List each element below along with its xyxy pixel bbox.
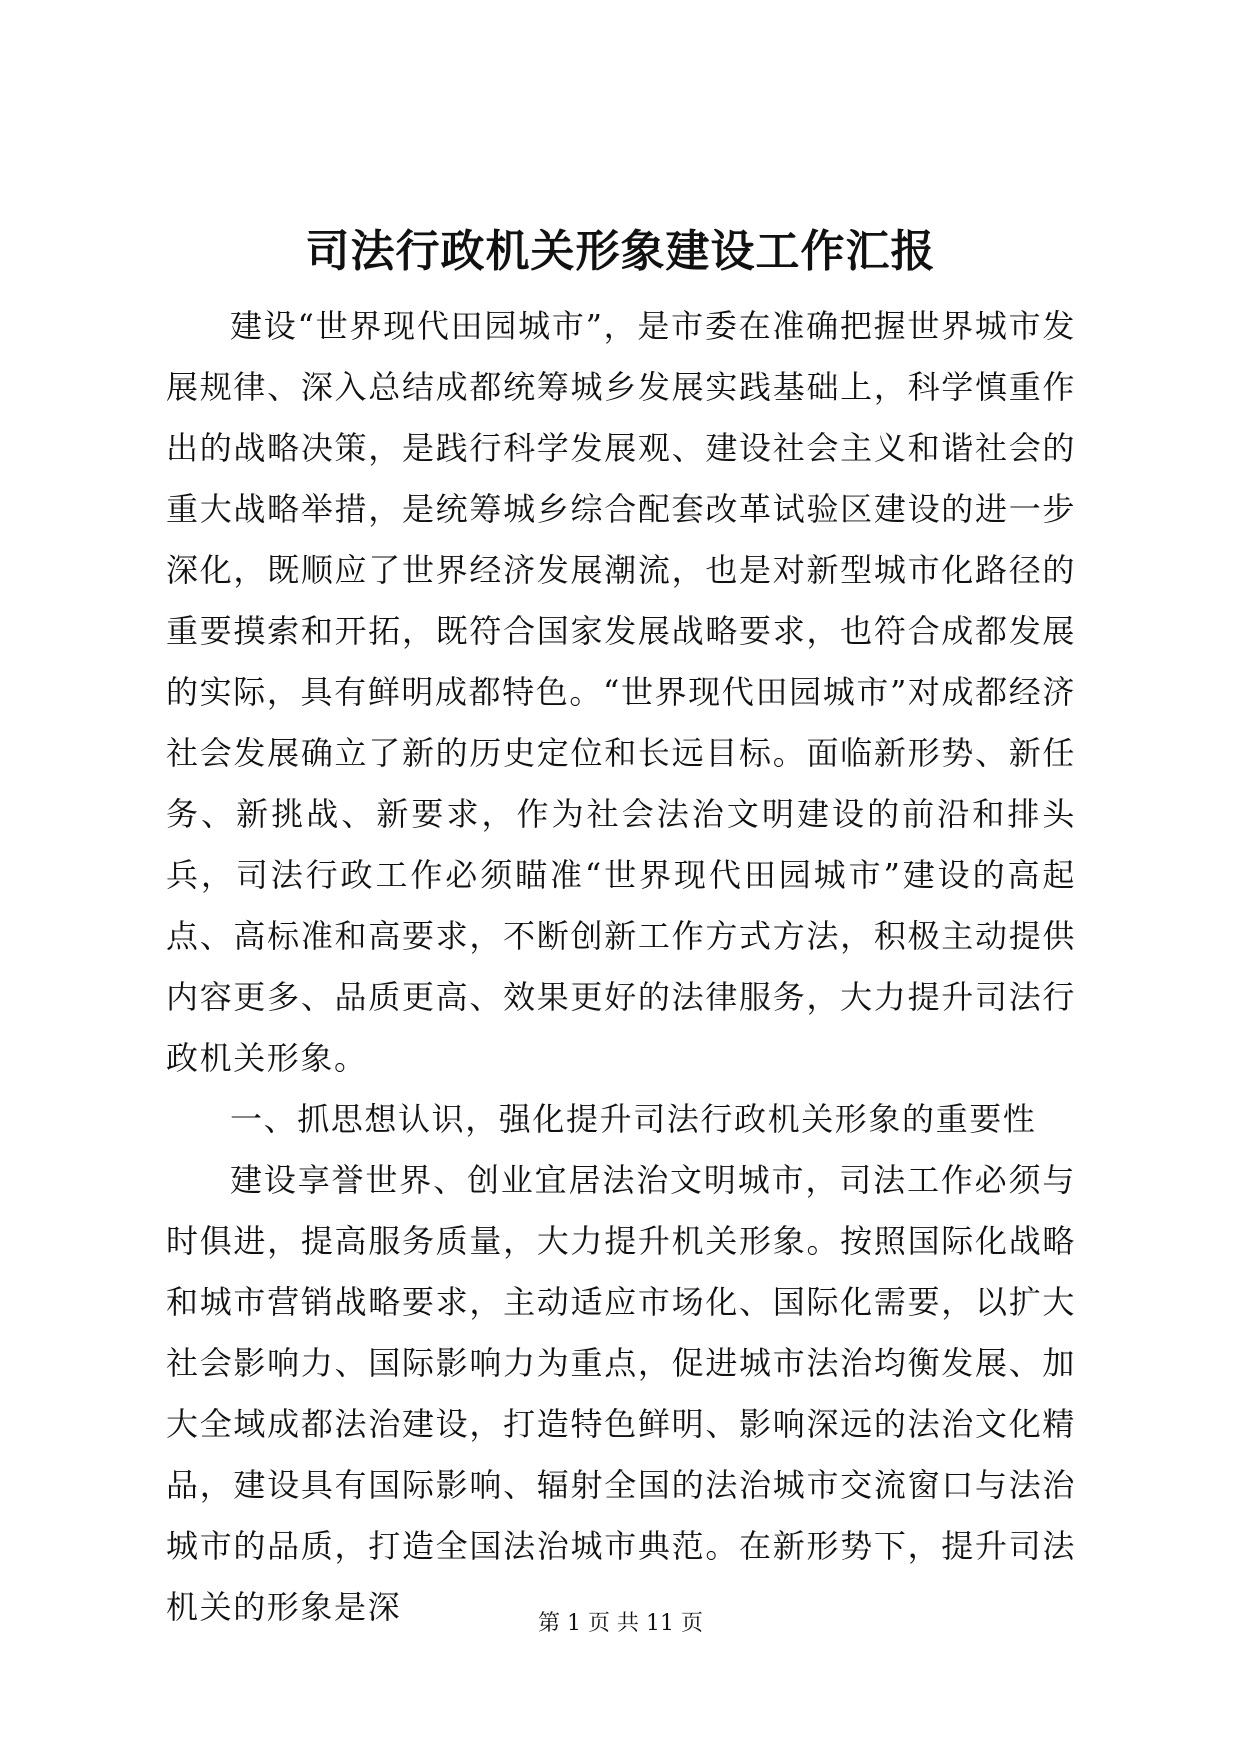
- paragraph-section-1: 建设享誉世界、创业宜居法治文明城市，司法工作必须与时俱进，提高服务质量，大力提升机关形象。按照国际化战略和城市营销战略要求，主动适应市场化、国际化需要，以扩大社会影响力、国际影响力为重点，促进城市法治均衡发展、加大全域成都法治建设，打造特色鲜明、影响深远的法治文化精品，建设具有国际影响、辐射全国的法治城市交流窗口与法治城市的品质，打造全国法治城市典范。在新形势下，提升司法机关的形象是深: [166, 1161, 1076, 1626]
- paragraph-intro: 建设“世界现代田园城市”，是市委在准确把握世界城市发展规律、深入总结成都统筹城乡发展实践基础上，科学慎重作出的战略决策，是践行科学发展观、建设社会主义和谐社会的重大战略举措，是统筹城乡综合配套改革试验区建设的进一步深化，既顺应了世界经济发展潮流，也是对新型城市化路径的重要摸索和开拓，既符合国家发展战略要求，也符合成都发展的实际，具有鲜明成都特色。“世界现代田园城市”对成都经济社会发展确立了新的历史定位和长远目标。面临新形势、新任务、新挑战、新要求，作为社会法治文明建设的前沿和排头兵，司法行政工作必须瞄准“世界现代田园城市”建设的高起点、高标准和高要求，不断创新工作方式方法，积极主动提供内容更多、品质更高、效果更好的法律服务，大力提升司法行政机关形象。: [166, 307, 1076, 1077]
- page-number-footer: 第 1 页 共 11 页: [538, 1611, 703, 1636]
- section-heading-1: 一、抓思想认识，强化提升司法行政机关形象的重要性: [230, 1100, 1037, 1138]
- document-title: 司法行政机关形象建设工作汇报: [305, 226, 936, 277]
- document-body: [166, 296, 1076, 1638]
